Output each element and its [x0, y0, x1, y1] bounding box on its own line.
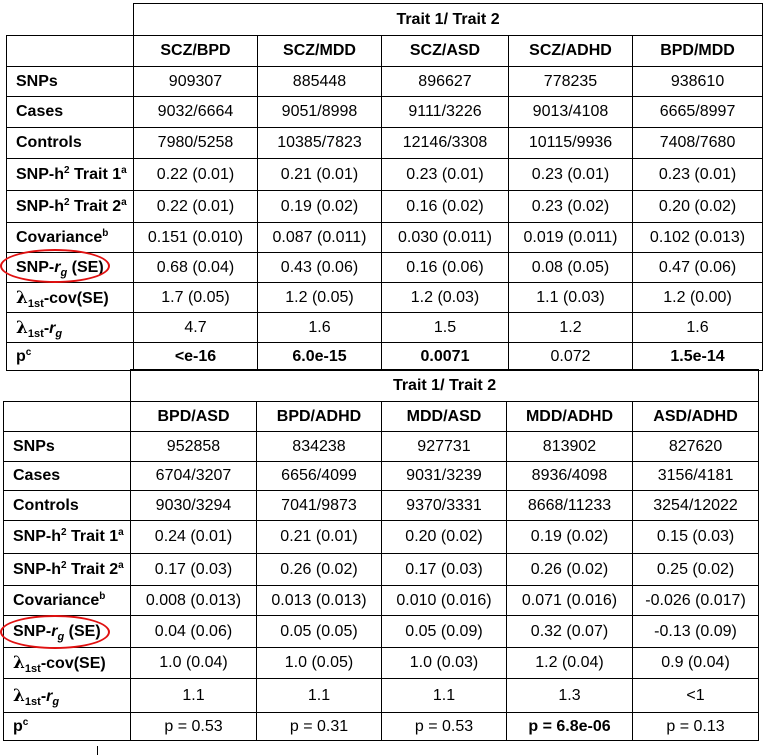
column-header-empty: [4, 402, 131, 432]
table-cell: 0.05 (0.09): [382, 616, 507, 648]
table-row: [4, 616, 759, 648]
table-cell: 0.16 (0.02): [382, 191, 509, 223]
table-cell: 0.43 (0.06): [258, 253, 382, 283]
column-header-row: [7, 36, 763, 67]
table-cell: 896627: [382, 67, 509, 97]
table-row: [7, 159, 763, 191]
table-cell: 0.05 (0.05): [257, 616, 382, 648]
column-header: MDD/ASD: [382, 402, 507, 432]
table-cell: 0.010 (0.016): [382, 586, 507, 616]
table-cell: 10385/7823: [258, 128, 382, 159]
table-cell: 1.5e-14: [633, 343, 763, 371]
row-label-h2-trait2: SNP-$h^2$ Trait 2$^a$: [4, 554, 131, 586]
table-cell: 3254/12022: [633, 491, 759, 521]
row-label-lambda-rg: $\lambda_{1st}-r_g$: [7, 313, 134, 343]
row-label-covariance: Covariance$^b$: [7, 223, 134, 253]
table-cell: p = 6.8e-06: [507, 713, 633, 741]
table-row: [4, 713, 759, 741]
table-cell: -0.13 (0.09): [633, 616, 759, 648]
table-cell: 7980/5258: [134, 128, 258, 159]
table-cell: p = 0.53: [382, 713, 507, 741]
table-cell: 927731: [382, 432, 507, 462]
table-cell: 6665/8997: [633, 97, 763, 128]
table-cell: 0.26 (0.02): [507, 554, 633, 586]
table-cell: <e-16: [134, 343, 258, 371]
table-cell: 0.030 (0.011): [382, 223, 509, 253]
table-row: [4, 648, 759, 679]
table-row: [7, 223, 763, 253]
table-cell: 0.071 (0.016): [507, 586, 633, 616]
table-cell: 0.23 (0.02): [509, 191, 633, 223]
row-label-h2-trait2: SNP-$h^2$ Trait 2$^a$: [7, 191, 134, 223]
table-row: [4, 679, 759, 713]
correlation-table-2: [3, 369, 759, 741]
table-cell: p = 0.13: [633, 713, 759, 741]
column-header: SCZ/BPD: [134, 36, 258, 67]
column-header: SCZ/MDD: [258, 36, 382, 67]
table-row: [7, 343, 763, 371]
correlation-table-1: [6, 3, 763, 371]
table-cell: 0.25 (0.02): [633, 554, 759, 586]
table-cell: 9111/3226: [382, 97, 509, 128]
table-cell: 0.072: [509, 343, 633, 371]
table-cell: 6.0e-15: [258, 343, 382, 371]
table-cell: 0.008 (0.013): [131, 586, 257, 616]
table-cell: 10115/9936: [509, 128, 633, 159]
column-header: SCZ/ADHD: [509, 36, 633, 67]
table-cell: 834238: [257, 432, 382, 462]
table-cell: 0.22 (0.01): [134, 159, 258, 191]
row-label-snps: SNPs: [4, 432, 131, 462]
table-cell: 0.32 (0.07): [507, 616, 633, 648]
table-cell: 0.102 (0.013): [633, 223, 763, 253]
table-cell: 0.9 (0.04): [633, 648, 759, 679]
table-cell: p = 0.31: [257, 713, 382, 741]
table-cell: 827620: [633, 432, 759, 462]
column-header: SCZ/ASD: [382, 36, 509, 67]
trait-pair-header: Trait 1/ Trait 2: [134, 4, 763, 36]
table-cell: 909307: [134, 67, 258, 97]
table-cell: 1.7 (0.05): [134, 283, 258, 313]
column-header: MDD/ADHD: [507, 402, 633, 432]
table-row: [7, 97, 763, 128]
table-cell: 1.1: [257, 679, 382, 713]
column-header-row: [4, 402, 759, 432]
table-row: [7, 313, 763, 343]
table-cell: 0.23 (0.01): [633, 159, 763, 191]
table-cell: 0.21 (0.01): [258, 159, 382, 191]
table-cell: 6656/4099: [257, 462, 382, 491]
row-label-p: $p^c$: [4, 713, 131, 741]
table-cell: 0.08 (0.05): [509, 253, 633, 283]
row-label-snps: SNPs: [7, 67, 134, 97]
table-cell: 12146/3308: [382, 128, 509, 159]
column-header: BPD/MDD: [633, 36, 763, 67]
corner-cell: [4, 370, 131, 402]
table-row: [4, 586, 759, 616]
table-cell: 9370/3331: [382, 491, 507, 521]
table-cell: 7041/9873: [257, 491, 382, 521]
row-label-rg-se: SNP-$r_g$ (SE): [4, 616, 131, 648]
table-cell: 9051/8998: [258, 97, 382, 128]
row-label-controls: Controls: [4, 491, 131, 521]
row-label-lambda-cov: $\lambda_{1st}-cov(SE)$: [7, 283, 134, 313]
table-cell: 1.0 (0.04): [131, 648, 257, 679]
row-label-cases: Cases: [4, 462, 131, 491]
table-cell: -0.026 (0.017): [633, 586, 759, 616]
table-cell: 0.47 (0.06): [633, 253, 763, 283]
trait-pair-header: Trait 1/ Trait 2: [131, 370, 759, 402]
table-cell: 1.1 (0.03): [509, 283, 633, 313]
table-cell: 1.1: [131, 679, 257, 713]
table-cell: 0.04 (0.06): [131, 616, 257, 648]
column-header: BPD/ASD: [131, 402, 257, 432]
table-cell: 9013/4108: [509, 97, 633, 128]
corner-cell: [7, 4, 134, 36]
table-row: [7, 128, 763, 159]
table-cell: 1.0 (0.05): [257, 648, 382, 679]
table-cell: 0.019 (0.011): [509, 223, 633, 253]
table-row: [4, 521, 759, 554]
row-label-lambda-rg: $\lambda_{1st}-r_g$: [4, 679, 131, 713]
table-cell: 952858: [131, 432, 257, 462]
row-label-cases: Cases: [7, 97, 134, 128]
row-label-p: $p^c$: [7, 343, 134, 371]
table-cell: 0.68 (0.04): [134, 253, 258, 283]
table-cell: 778235: [509, 67, 633, 97]
table-cell: 9032/6664: [134, 97, 258, 128]
table-cell: 9030/3294: [131, 491, 257, 521]
table-cell: 1.6: [633, 313, 763, 343]
column-header: BPD/ADHD: [257, 402, 382, 432]
table-row: [7, 253, 763, 283]
table-cell: 0.22 (0.01): [134, 191, 258, 223]
table-cell: 6704/3207: [131, 462, 257, 491]
table-cell: 885448: [258, 67, 382, 97]
table-row: [4, 462, 759, 491]
table-cell: 0.20 (0.02): [633, 191, 763, 223]
table-cell: 0.23 (0.01): [509, 159, 633, 191]
table-row: [7, 283, 763, 313]
table-row: [7, 191, 763, 223]
table-cell: 1.3: [507, 679, 633, 713]
table-cell: 0.19 (0.02): [258, 191, 382, 223]
table-cell: 1.2 (0.00): [633, 283, 763, 313]
row-label-controls: Controls: [7, 128, 134, 159]
table-cell: 1.2 (0.05): [258, 283, 382, 313]
table-cell: 0.26 (0.02): [257, 554, 382, 586]
row-label-lambda-cov: $\lambda_{1st}-cov(SE)$: [4, 648, 131, 679]
table-cell: 8668/11233: [507, 491, 633, 521]
table-cell: 3156/4181: [633, 462, 759, 491]
table-cell: 938610: [633, 67, 763, 97]
table-cell: 0.151 (0.010): [134, 223, 258, 253]
table-cell: 0.20 (0.02): [382, 521, 507, 554]
table-cell: 1.1: [382, 679, 507, 713]
table-cell: 0.15 (0.03): [633, 521, 759, 554]
table-cell: 0.21 (0.01): [257, 521, 382, 554]
table-cell: p = 0.53: [131, 713, 257, 741]
table-header-row: [4, 370, 759, 402]
table-cell: 0.17 (0.03): [131, 554, 257, 586]
column-header: ASD/ADHD: [633, 402, 759, 432]
table-cell: 813902: [507, 432, 633, 462]
row-label-covariance: Covariance$^b$: [4, 586, 131, 616]
column-header-empty: [7, 36, 134, 67]
table-cell: 1.0 (0.03): [382, 648, 507, 679]
table-cell: 4.7: [134, 313, 258, 343]
table-cell: 0.24 (0.01): [131, 521, 257, 554]
table-header-row: [7, 4, 763, 36]
row-label-rg-se: SNP-$r_g$ (SE): [7, 253, 134, 283]
table-cell: 0.087 (0.011): [258, 223, 382, 253]
table-cell: 7408/7680: [633, 128, 763, 159]
table-cell: 0.19 (0.02): [507, 521, 633, 554]
table-cell: 9031/3239: [382, 462, 507, 491]
table-cell: 1.6: [258, 313, 382, 343]
table-cell: 8936/4098: [507, 462, 633, 491]
table-cell: 0.0071: [382, 343, 509, 371]
table-cell: 0.013 (0.013): [257, 586, 382, 616]
table-edge-mark: [97, 746, 98, 755]
table-row: [4, 491, 759, 521]
table-row: [4, 554, 759, 586]
table-cell: 0.23 (0.01): [382, 159, 509, 191]
row-label-h2-trait1: SNP-$h^2$ Trait 1$^a$: [4, 521, 131, 554]
table-cell: 1.2 (0.04): [507, 648, 633, 679]
table-cell: 0.16 (0.06): [382, 253, 509, 283]
table-cell: 0.17 (0.03): [382, 554, 507, 586]
table-cell: 1.2: [509, 313, 633, 343]
table-cell: 1.2 (0.03): [382, 283, 509, 313]
table-cell: <1: [633, 679, 759, 713]
table-cell: 1.5: [382, 313, 509, 343]
row-label-h2-trait1: SNP-$h^2$ Trait 1$^a$: [7, 159, 134, 191]
table-row: [7, 67, 763, 97]
table-row: [4, 432, 759, 462]
